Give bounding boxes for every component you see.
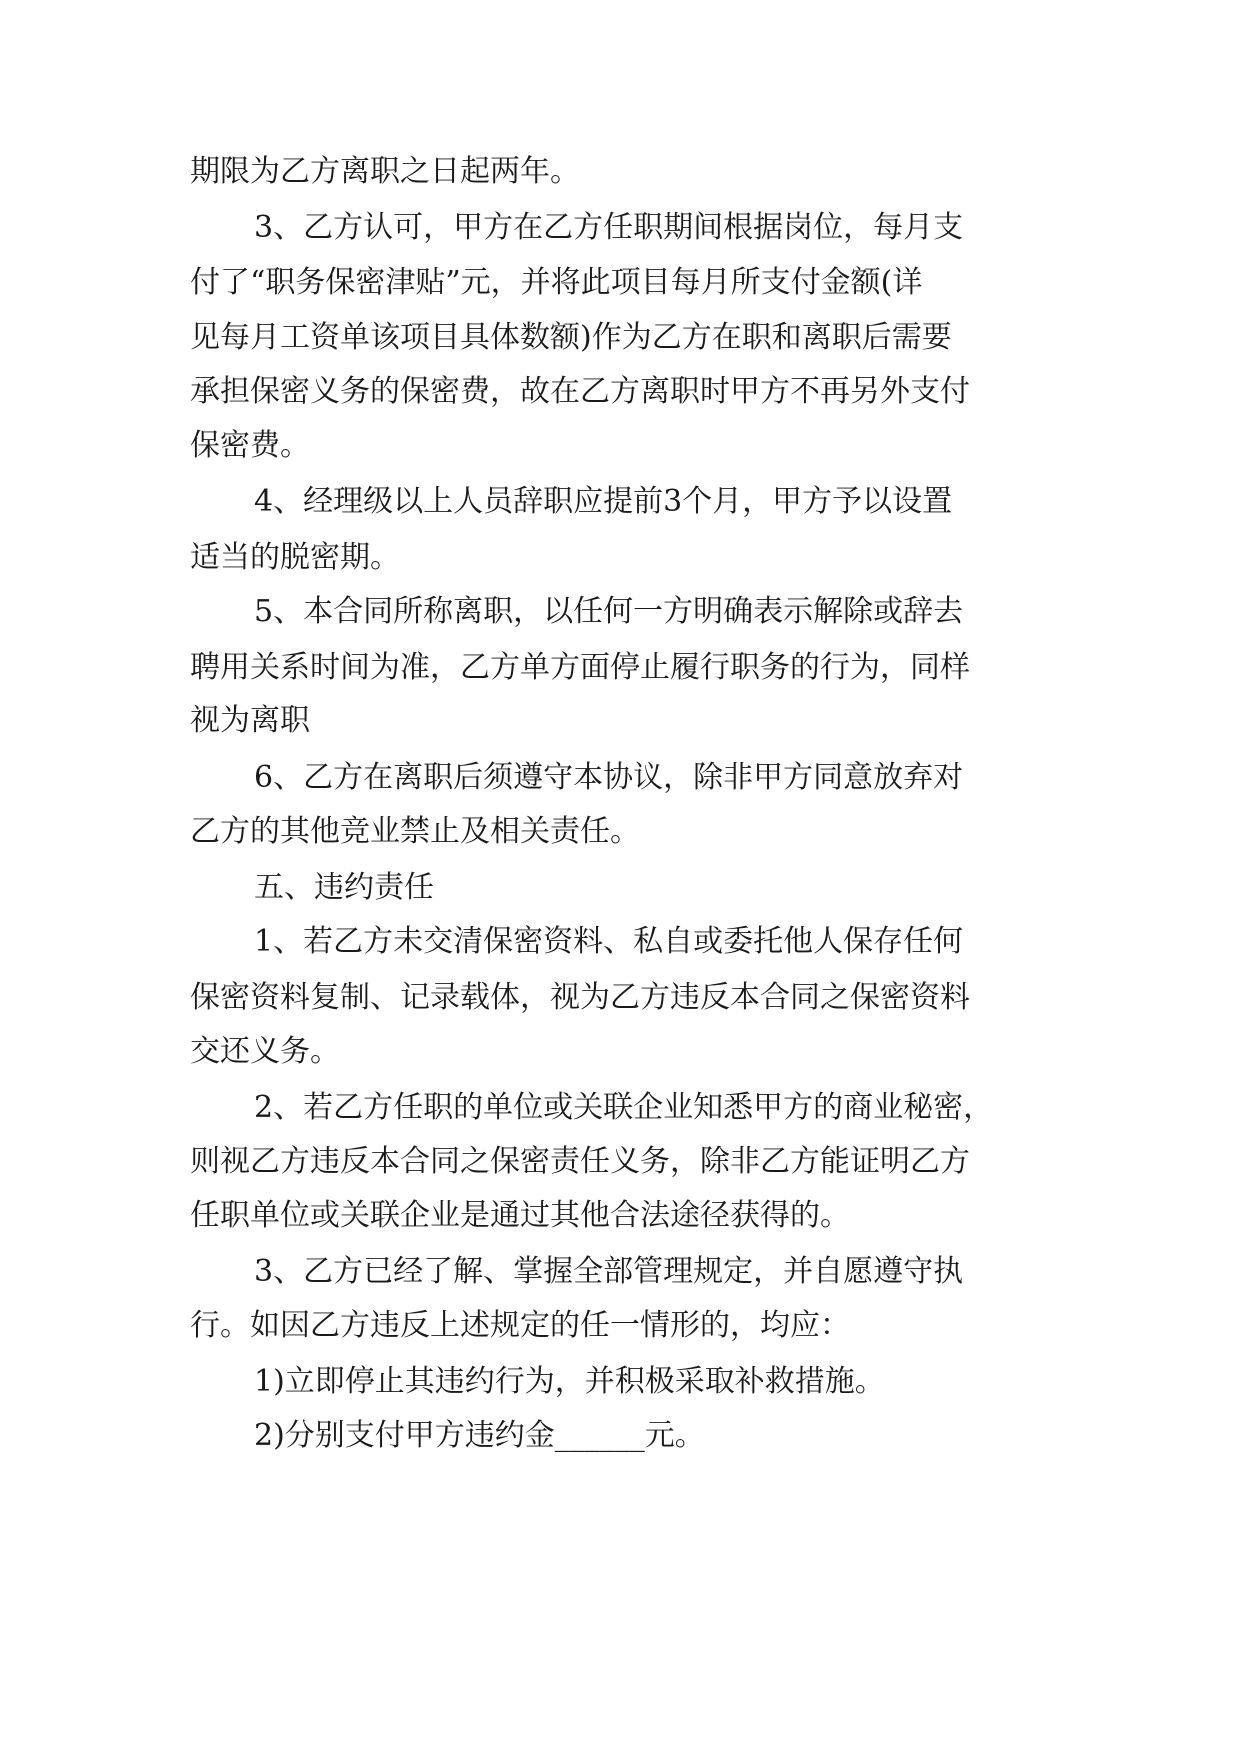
text-line: 1)立即停止其违约行为，并积极采取补救措施。: [254, 1364, 885, 1399]
text-line: 1、若乙方未交清保密资料、私自或委托他人保存任何: [254, 924, 964, 959]
text-line: 3、乙方认可，甲方在乙方任职期间根据岗位，每月支: [254, 210, 964, 245]
text-line: 5、本合同所称离职，以任何一方明确表示解除或辞去: [254, 594, 964, 629]
text-line: 交还义务。: [190, 1034, 340, 1069]
text-line: 任职单位或关联企业是通过其他合法途径获得的。: [190, 1198, 850, 1233]
text-line: 则视乙方违反本合同之保密责任义务，除非乙方能证明乙方: [190, 1144, 970, 1179]
text-line: 期限为乙方离职之日起两年。: [190, 154, 580, 189]
text-line: 视为离职: [190, 703, 310, 738]
text-line: 2)分别支付甲方违约金______元。: [254, 1418, 705, 1453]
text-line: 见每月工资单该项目具体数额)作为乙方在职和离职后需要: [190, 320, 952, 355]
text-line: 乙方的其他竞业禁止及相关责任。: [190, 814, 640, 849]
text-line: 3、乙方已经了解、掌握全部管理规定，并自愿遵守执: [254, 1254, 964, 1289]
text-line: 行。如因乙方违反上述规定的任一情形的，均应：: [190, 1308, 850, 1343]
text-line: 聘用关系时间为准，乙方单方面停止履行职务的行为，同样: [190, 650, 970, 685]
text-line: 适当的脱密期。: [190, 540, 400, 575]
text-line: 4、经理级以上人员辞职应提前3个月，甲方予以设置: [254, 484, 953, 519]
text-line: 保密资料复制、记录载体，视为乙方违反本合同之保密资料: [190, 980, 970, 1015]
text-line: 6、乙方在离职后须遵守本协议，除非甲方同意放弃对: [254, 760, 964, 795]
text-line: 保密费。: [190, 428, 310, 463]
text-line: 承担保密义务的保密费，故在乙方离职时甲方不再另外支付: [190, 374, 970, 409]
text-line: 付了“职务保密津贴”元，并将此项目每月所支付金额(详: [190, 265, 923, 300]
section-heading: 五、违约责任: [254, 870, 434, 905]
text-line: 2、若乙方任职的单位或关联企业知悉甲方的商业秘密，: [254, 1090, 994, 1125]
